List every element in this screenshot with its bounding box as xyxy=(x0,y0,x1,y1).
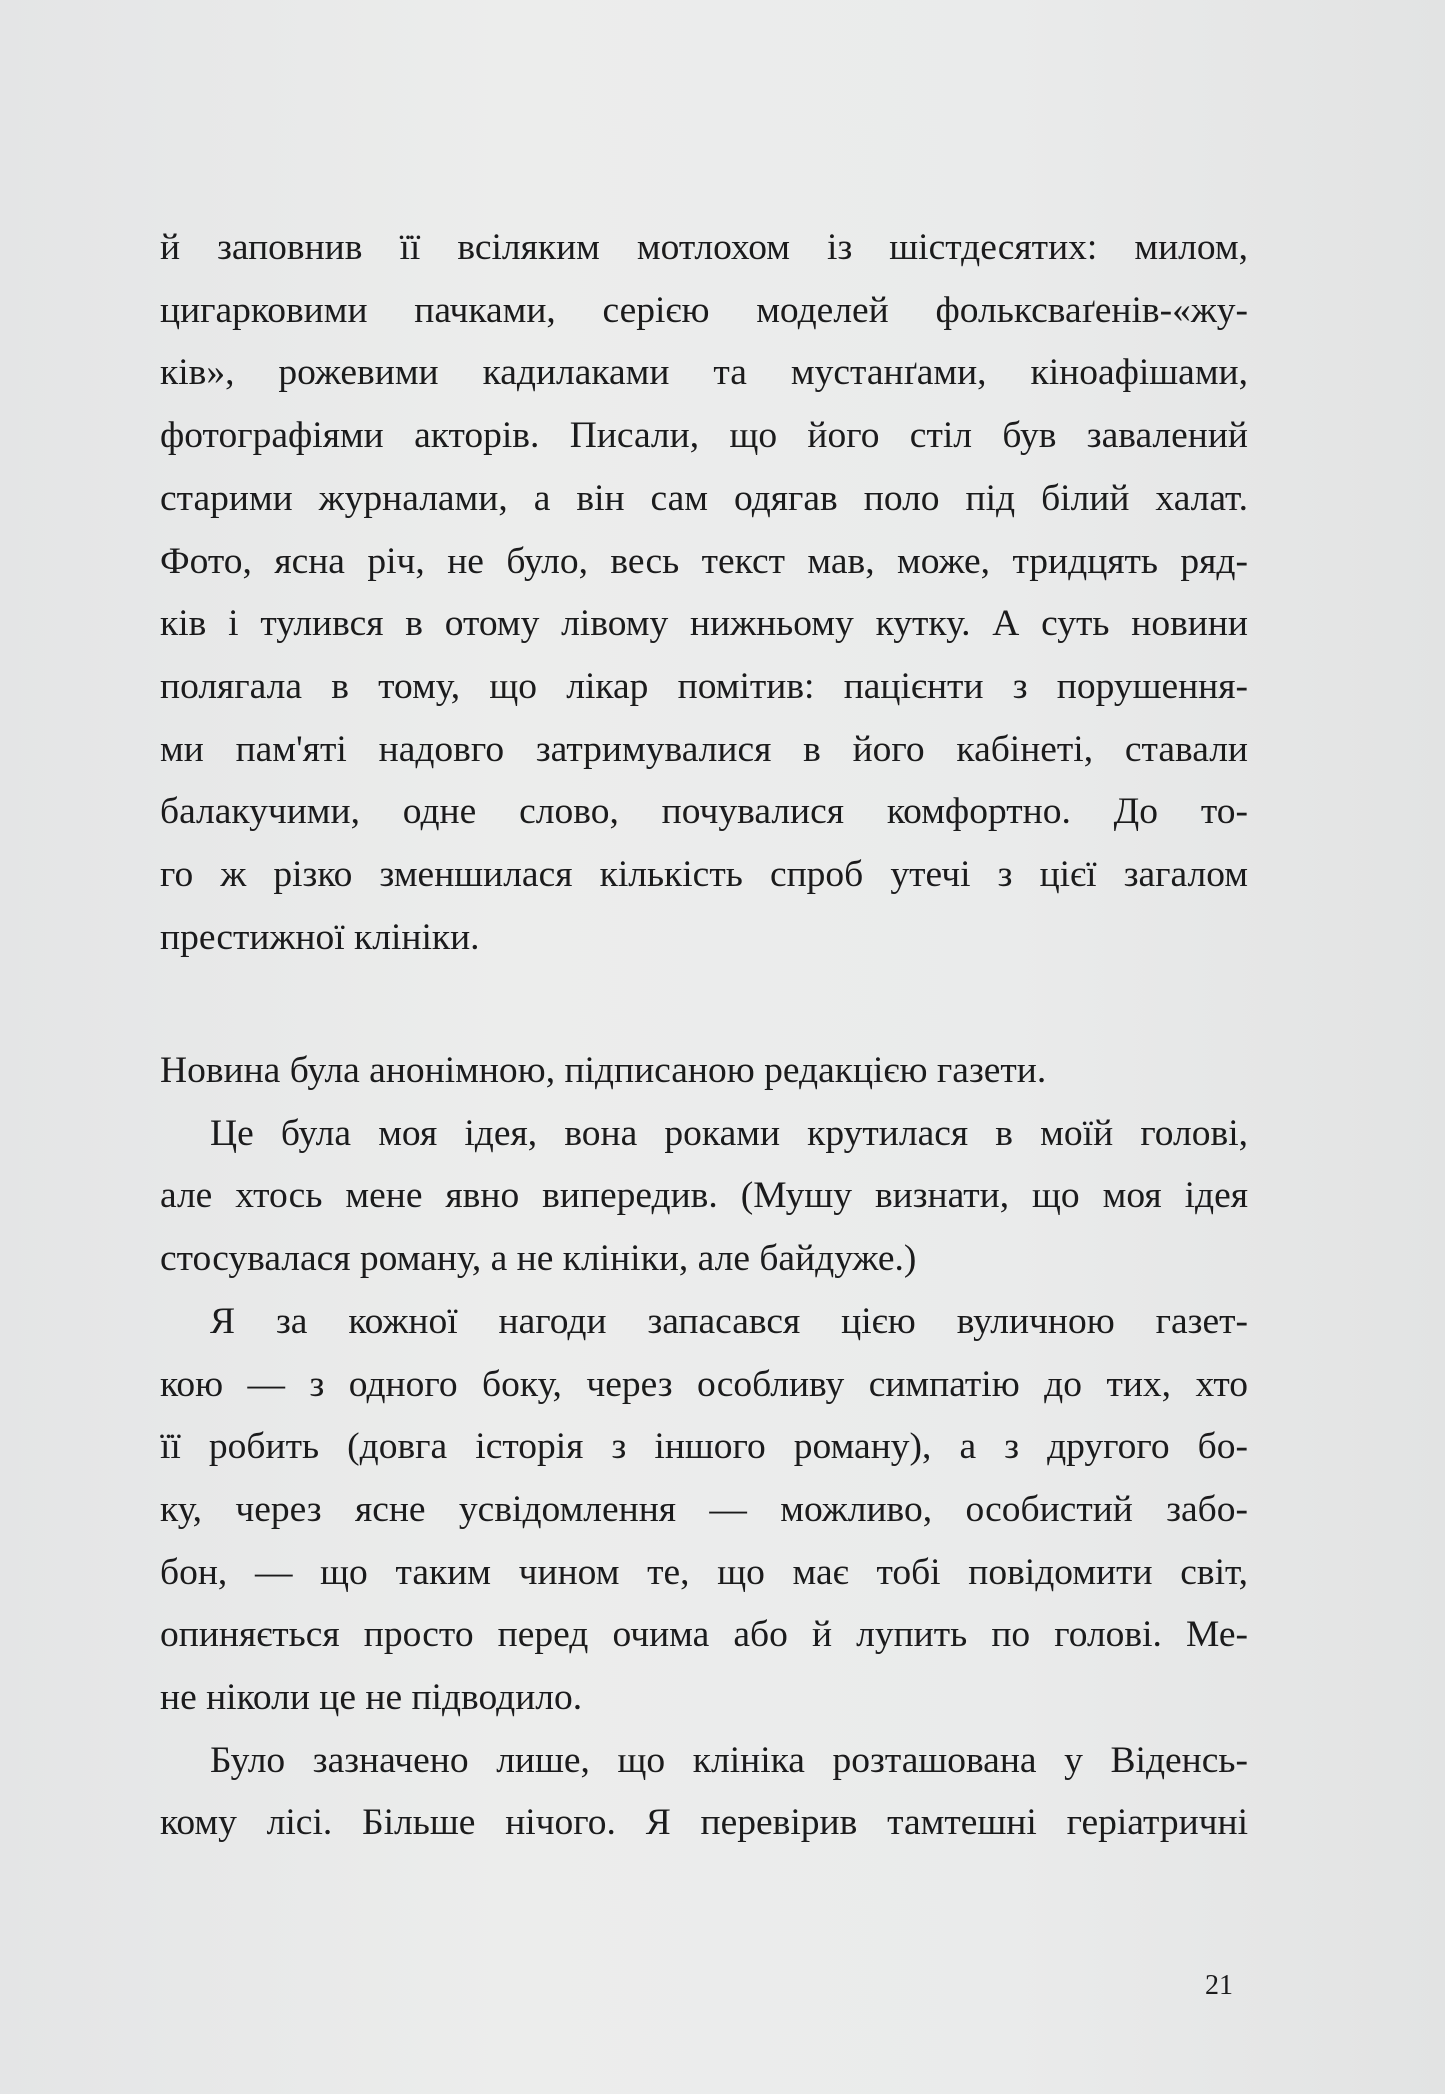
text-line: стосувалася роману, а не клініки, але байдуже.) xyxy=(160,1238,917,1280)
text-line: бон, — що таким чином те, що має тобі повідомити світ, xyxy=(160,1551,1248,1593)
text-line: го ж різко зменшилася кількість спроб утечі з цієї загалом xyxy=(160,854,1248,896)
text-line: ків», рожевими кадилаками та мустанґами, кіноафішами, xyxy=(160,352,1248,394)
text-line: Я за кожної нагоди запасався цією вуличною газет- xyxy=(210,1300,1248,1342)
text-line: цигарковими пачками, серією моделей фольксваґенів-«жу- xyxy=(160,289,1248,331)
text-line: ми пам'яті надовго затримувалися в його кабінеті, ставали xyxy=(160,728,1248,770)
text-line: полягала в тому, що лікар помітив: пацієнти з порушення- xyxy=(160,665,1248,707)
text-line: кою — з одного боку, через особливу симпатію до тих, хто xyxy=(160,1363,1248,1405)
text-line: не ніколи це не підводило. xyxy=(160,1677,583,1719)
text-line: балакучими, одне слово, почувалися комфортно. До то- xyxy=(160,791,1248,833)
text-line: її робить (довга історія з іншого роману), а з другого бо- xyxy=(160,1426,1248,1468)
text-line: престижної клініки. xyxy=(160,916,480,958)
text-line: кому лісі. Більше нічого. Я перевірив тамтешні геріатричні xyxy=(160,1802,1248,1844)
text-line: опиняється просто перед очима або й лупить по голові. Ме- xyxy=(160,1614,1248,1656)
text-line: Фото, ясна річ, не було, весь текст мав, може, тридцять ряд- xyxy=(160,540,1248,582)
text-line: старими журналами, а він сам одягав поло під білий халат. xyxy=(160,477,1248,519)
text-line: ку, через ясне усвідомлення — можливо, особистий забо- xyxy=(160,1488,1248,1530)
text-line: ків і тулився в отому лівому нижньому кутку. А суть новини xyxy=(160,603,1248,645)
paragraph-block-1 xyxy=(160,217,1248,969)
text-line: Новина була анонімною, підписаною редакцією газети. xyxy=(160,1050,1047,1091)
text-line: й заповнив її всіляким мотлохом із шістдесятих: милом, xyxy=(160,227,1248,268)
text-line: але хтось мене явно випередив. (Мушу визнати, що моя ідея xyxy=(160,1175,1248,1217)
text-line: Було зазначено лише, що клініка розташована у Віденсь- xyxy=(210,1739,1248,1781)
paragraph-block-2 xyxy=(160,1040,1248,1855)
text-line: Це була моя ідея, вона роками крутилася в моїй голові, xyxy=(210,1112,1248,1154)
page-number: 21 xyxy=(1205,1970,1233,2001)
text-line: фотографіями акторів. Писали, що його стіл був завалений xyxy=(160,415,1248,457)
